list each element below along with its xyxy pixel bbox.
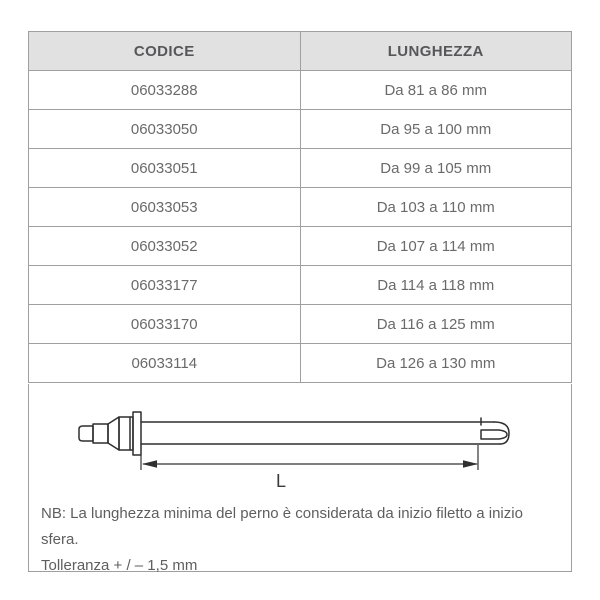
codice-cell: 06033050 <box>29 110 301 149</box>
codice-cell: 06033177 <box>29 266 301 305</box>
left-arrowhead <box>142 460 157 468</box>
table-row <box>29 344 572 383</box>
dimension-label: L <box>275 471 287 491</box>
pin-drawing-panel <box>28 384 572 572</box>
lunghezza-cell: Da 116 a 125 mm <box>300 305 572 344</box>
lunghezza-cell: Da 114 a 118 mm <box>300 266 572 305</box>
pin-flange <box>133 412 141 455</box>
pin-slot <box>481 430 507 439</box>
pin-small-collar <box>93 424 108 443</box>
pin-cone <box>108 417 119 450</box>
notes-block <box>41 501 561 579</box>
codice-cell: 06033051 <box>29 149 301 188</box>
pin-thread-tip <box>79 426 93 441</box>
lunghezza-cell: Da 99 a 105 mm <box>300 149 572 188</box>
codice-cell: 06033052 <box>29 227 301 266</box>
table-row <box>29 305 572 344</box>
table-header-row <box>29 32 572 71</box>
codice-cell: 06033053 <box>29 188 301 227</box>
column-header-lunghezza: LUNGHEZZA <box>300 32 572 71</box>
codes-lengths-table <box>28 31 572 383</box>
note-line-2: Tolleranza + / – 1,5 mm <box>41 557 198 574</box>
table-row <box>29 110 572 149</box>
lunghezza-cell: Da 107 a 114 mm <box>300 227 572 266</box>
table-row <box>29 266 572 305</box>
codice-cell: 06033170 <box>29 305 301 344</box>
table-row <box>29 227 572 266</box>
table-row <box>29 188 572 227</box>
lunghezza-cell: Da 95 a 100 mm <box>300 110 572 149</box>
table-row <box>29 149 572 188</box>
spec-sheet <box>28 31 572 572</box>
column-header-codice: CODICE <box>29 32 301 71</box>
lunghezza-cell: Da 126 a 130 mm <box>300 344 572 383</box>
note-line-1: NB: La lunghezza minima del perno è considerata da inizio filetto a inizio sfera. <box>41 505 523 548</box>
lunghezza-cell: Da 81 a 86 mm <box>300 71 572 110</box>
pin-technical-drawing <box>29 384 571 496</box>
codice-cell: 06033114 <box>29 344 301 383</box>
lunghezza-cell: Da 103 a 110 mm <box>300 188 572 227</box>
codice-cell: 06033288 <box>29 71 301 110</box>
right-arrowhead <box>463 460 478 468</box>
pin-large-collar <box>119 417 133 450</box>
table-row <box>29 71 572 110</box>
